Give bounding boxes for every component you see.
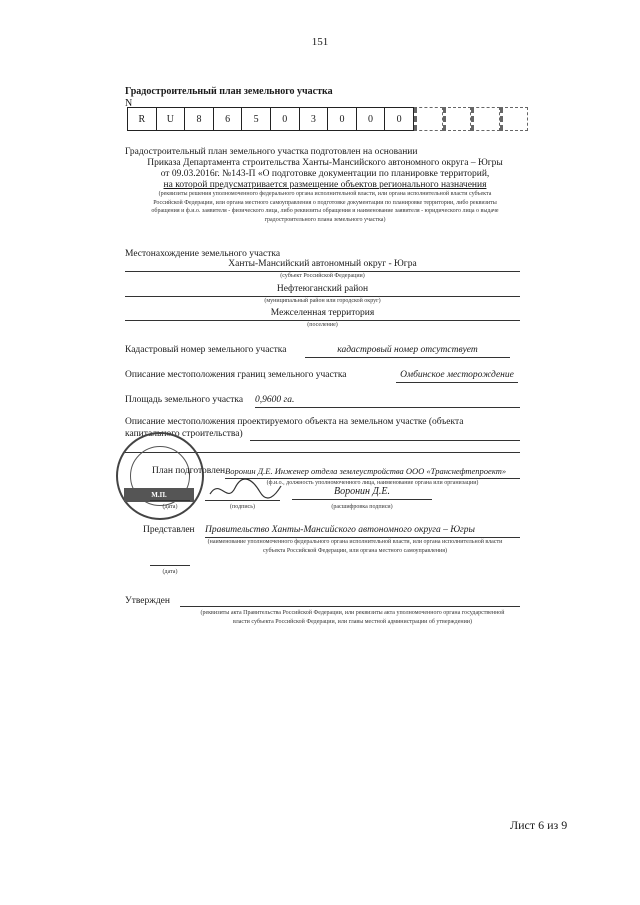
number-cell: U bbox=[157, 107, 186, 131]
submitted-value: Правительство Ханты-Мансийского автономного округа – Югры bbox=[205, 525, 520, 538]
prepared-sign-note: (подпись) bbox=[230, 504, 255, 510]
area-value: 0,9600 га. bbox=[255, 395, 520, 408]
submitted-date-line bbox=[150, 565, 190, 566]
approved-note bbox=[180, 609, 525, 626]
basis-note-line: (реквизиты решения уполномоченного федерального органа исполнительной власти, или органа исполнительной власти субъекта bbox=[158, 191, 492, 197]
number-cell: 5 bbox=[242, 107, 271, 131]
prepared-note: (ф.и.о., должность уполномоченного лица, наименование органа или организации) bbox=[266, 480, 479, 486]
document-title: Градостроительный план земельного участка bbox=[125, 86, 333, 97]
number-cell: 6 bbox=[214, 107, 243, 131]
prepared-decode-note: (расшифровка подписи) bbox=[331, 504, 393, 510]
number-cell: 8 bbox=[185, 107, 214, 131]
location-settlement-note: (поселение) bbox=[307, 322, 338, 328]
boundaries-value: Омбинское месторождение bbox=[396, 370, 518, 383]
basis-note-line: градостроительного плана земельного участка) bbox=[264, 216, 386, 223]
basis-note bbox=[125, 190, 525, 224]
basis-note-line: Российской Федерации, или органа местного самоуправления о подготовке документации по планировке территории, либо реквизиты bbox=[153, 199, 497, 206]
approved-note-line: власти субъекта Российской Федерации, или главы местной администрации об утверждении) bbox=[232, 618, 473, 625]
object-line: Описание местоположения проектируемого объекта на земельном участке (объекта bbox=[125, 417, 464, 427]
number-label: N bbox=[125, 98, 133, 109]
number-cell: 0 bbox=[357, 107, 386, 131]
area-label: Площадь земельного участка bbox=[125, 395, 244, 405]
prepared-signature-text: Воронин Д.Е. bbox=[292, 486, 432, 500]
location-label: Местонахождение земельного участка bbox=[125, 249, 281, 259]
number-cell: 3 bbox=[300, 107, 329, 131]
submitted-note-line: (наименование уполномоченного федерального органа исполнительной власти, или органа исполнительной власти bbox=[207, 539, 503, 545]
approved-fill-line bbox=[180, 606, 520, 607]
prepared-date-line bbox=[150, 500, 190, 501]
prepared-sign-line bbox=[205, 500, 280, 501]
basis-block bbox=[125, 147, 525, 191]
number-cell bbox=[471, 107, 500, 131]
cadastral-label: Кадастровый номер земельного участка bbox=[125, 345, 287, 355]
stamp-label: М.П. bbox=[124, 488, 194, 502]
submitted-note bbox=[185, 538, 525, 555]
number-cell: R bbox=[128, 107, 157, 131]
plan-number-grid bbox=[127, 107, 528, 131]
basis-line: Приказа Департамента строительства Ханты-Мансийского автономного округа – Югры bbox=[147, 158, 503, 168]
basis-line: на которой предусматривается размещение объектов регионального назначения bbox=[163, 180, 487, 190]
number-cell bbox=[443, 107, 472, 131]
location-subject-note: (субъект Российской Федерации) bbox=[280, 273, 365, 279]
object-fill-line bbox=[250, 440, 520, 441]
prepared-label: План подготовлен bbox=[152, 466, 226, 476]
prepared-date-note: (дата) bbox=[162, 504, 178, 510]
basis-line: от 09.03.2016г. №143-П «О подготовке документации по планировке территорий, bbox=[160, 169, 490, 179]
number-cell: 0 bbox=[385, 107, 414, 131]
location-subject: Ханты-Мансийский автономный округ - Югра bbox=[125, 259, 520, 272]
location-district: Нефтеюганский район bbox=[125, 284, 520, 297]
number-cell: 0 bbox=[271, 107, 300, 131]
location-district-note: (муниципальный район или городской округ) bbox=[264, 298, 381, 304]
approved-label: Утвержден bbox=[125, 596, 170, 606]
approved-note-line: (реквизиты акта Правительства Российской Федерации, или реквизиты акта уполномоченного органа государственной bbox=[200, 610, 505, 616]
boundaries-label: Описание местоположения границ земельного участка bbox=[125, 370, 347, 380]
submitted-label: Представлен bbox=[143, 525, 195, 535]
number-cell: 0 bbox=[328, 107, 357, 131]
number-cell bbox=[414, 107, 443, 131]
number-cell bbox=[500, 107, 529, 131]
page-number: 151 bbox=[311, 36, 329, 48]
signature-scribble bbox=[205, 476, 285, 502]
basis-note-line: обращения и ф.и.о. заявителя - физического лица, либо реквизиты обращения и наименование заявителя - юридического лица о выдаче bbox=[151, 208, 499, 214]
sheet-counter: Лист 6 из 9 bbox=[510, 818, 568, 832]
cadastral-value: кадастровый номер отсутствует bbox=[305, 345, 510, 358]
prepared-value: Воронин Д.Е. Инженер отдела землеустройства ООО «Транснефтепроект» bbox=[225, 466, 520, 479]
basis-line: Градостроительный план земельного участка подготовлен на основании bbox=[125, 147, 418, 157]
object-line: капитального строительства) bbox=[125, 429, 243, 439]
submitted-note-line: субъекта Российской Федерации, или органа местного самоуправления) bbox=[262, 547, 448, 554]
location-settlement: Межселенная территория bbox=[125, 308, 520, 321]
submitted-date-note: (дата) bbox=[162, 569, 178, 575]
